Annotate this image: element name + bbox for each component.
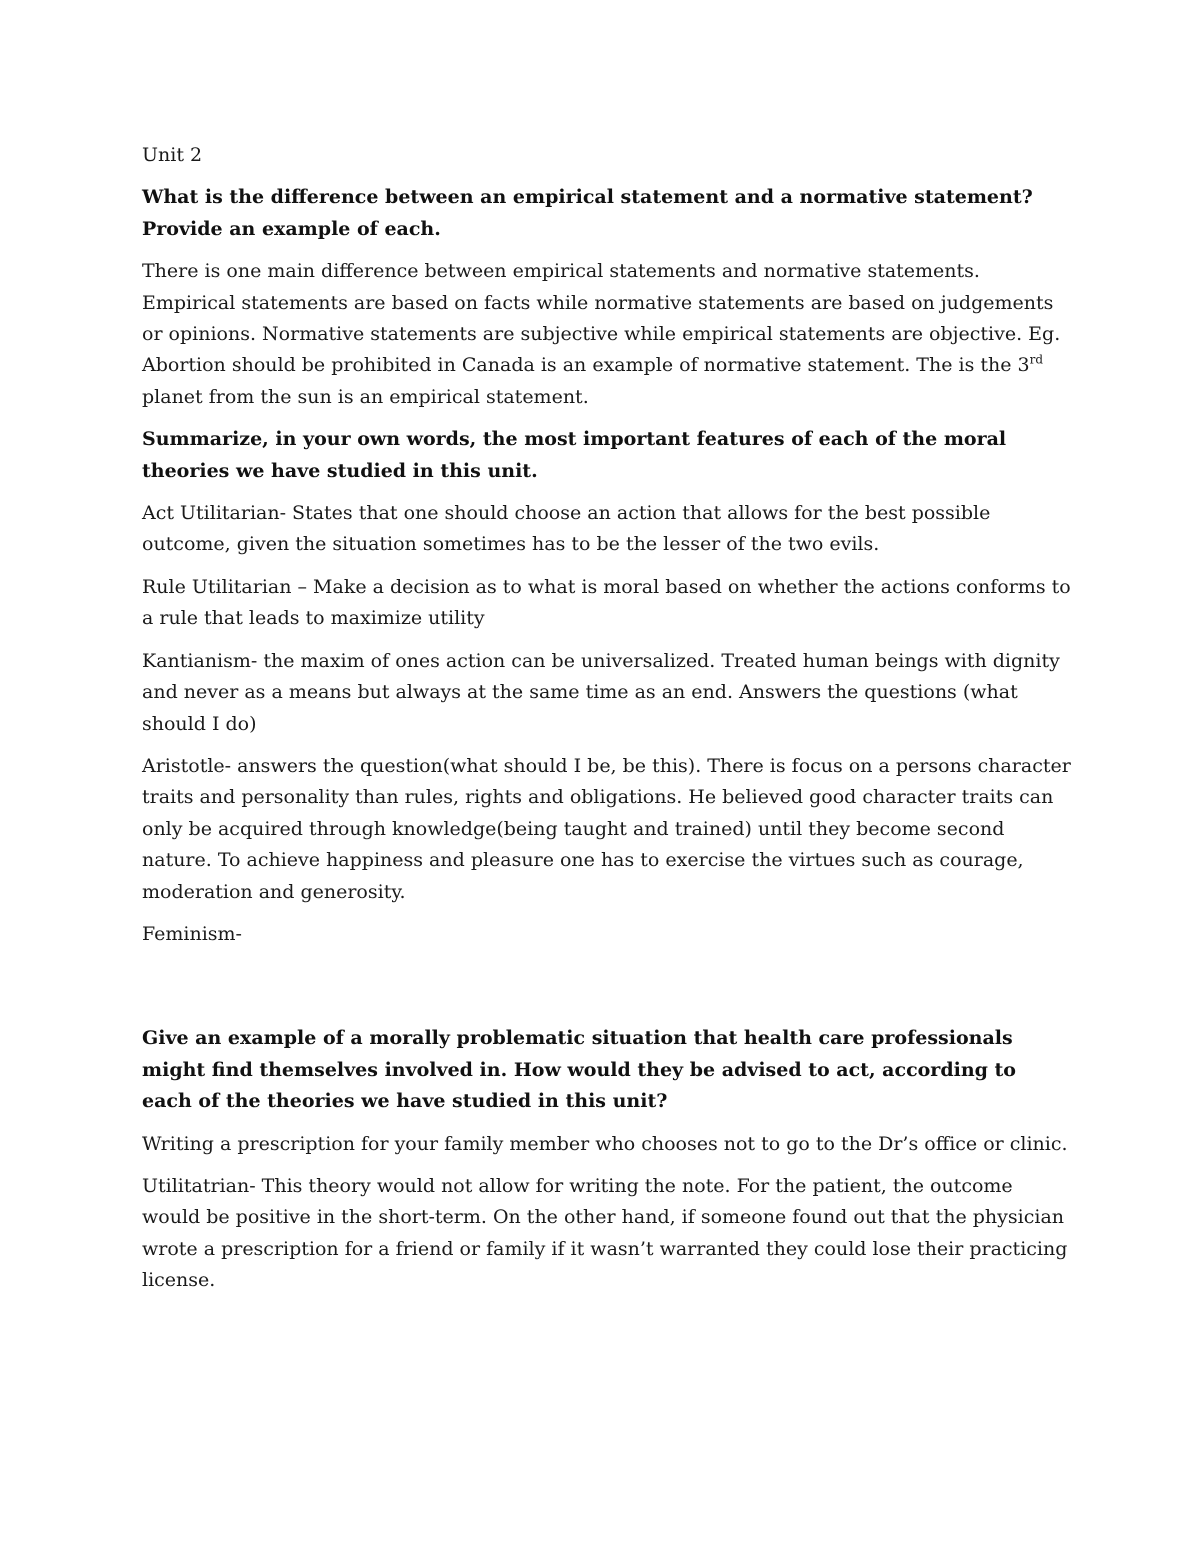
question-3: Give an example of a morally problematic situation that health care professionals might find themselves involved in. How would they be advised to act, according to each of the theories we have studied in this unit? bbox=[142, 1027, 1016, 1113]
unit-title: Unit 2 bbox=[142, 144, 203, 166]
answer-1-text: There is one main difference between empirical statements and normative statements. Empirical statements are based on facts while normative statements are based on judgements or opinions. Normative statements are subjective while empirical statements are objective. Eg. Abortion should be prohibited in Canada is an example of normative statement. The is the 3 bbox=[142, 260, 1061, 377]
act-utilitarian-paragraph: Act Utilitarian- States that one should choose an action that allows for the best possible outcome, given the situation sometimes has to be the lesser of the two evils. bbox=[142, 502, 991, 556]
feminism-paragraph: Feminism- bbox=[142, 922, 242, 945]
question-1: What is the difference between an empirical statement and a normative statement? Provide an example of each. bbox=[142, 186, 1033, 240]
aristotle-paragraph: Aristotle- answers the question(what should I be, be this). There is focus on a persons character traits and personality than rules, rights and obligations. He believed good character traits can only be acquired through knowledge(being taught and trained) until they become second nature. To achieve happiness and pleasure one has to exercise the virtues such as courage, moderation and generosity. bbox=[142, 754, 1071, 903]
utilitarian-paragraph: Utilitatrian- This theory would not allow for writing the note. For the patient, the outcome would be positive in the short-term. On the other hand, if someone found out that the physician wrote a prescription for a friend or family if it wasn’t warranted they could lose their practicing license. bbox=[142, 1174, 1068, 1292]
answer-1-text-end: planet from the sun is an empirical statement. bbox=[142, 385, 589, 408]
kantianism-paragraph: Kantianism- the maxim of ones action can be universalized. Treated human beings with dignity and never as a means but always at the same time as an end. Answers the questions (what should I do) bbox=[142, 649, 1060, 735]
answer-1 bbox=[142, 256, 1072, 413]
rule-utilitarian-paragraph: Rule Utilitarian – Make a decision as to what is moral based on whether the actions conforms to a rule that leads to maximize utility bbox=[142, 575, 1071, 630]
question-2: Summarize, in your own words, the most important features of each of the moral theories we have studied in this unit. bbox=[142, 428, 1007, 482]
example-paragraph: Writing a prescription for your family member who chooses not to go to the Dr’s office or clinic. bbox=[142, 1132, 1068, 1155]
document-page bbox=[142, 140, 1072, 1308]
ordinal-superscript: rd bbox=[1029, 353, 1044, 368]
